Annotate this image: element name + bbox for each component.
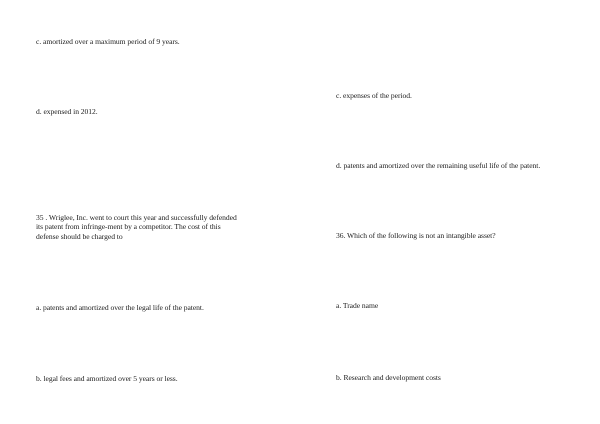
question-35-line-3: defense should be charged to xyxy=(36,231,123,241)
question-36-option-a: a. Trade name xyxy=(336,301,379,310)
right-option-d: d. patents and amortized over the remaining useful life of the patent. xyxy=(336,161,541,170)
question-35-line-1: 35 . Wriglee, Inc. went to court this year and successfully defended xyxy=(36,213,237,222)
left-option-c: c. amortized over a maximum period of 9 years. xyxy=(36,37,180,46)
question-35 xyxy=(36,213,237,241)
question-36-option-b: b. Research and development costs xyxy=(336,373,441,382)
question-35-line-2: its patent from infringe-ment by a competitor. The cost of this xyxy=(36,222,221,232)
right-option-c: c. expenses of the period. xyxy=(336,91,412,100)
left-option-d: d. expensed in 2012. xyxy=(36,107,98,116)
question-35-option-a: a. patents and amortized over the legal life of the patent. xyxy=(36,303,204,312)
question-36: 36. Which of the following is not an intangible asset? xyxy=(336,231,496,240)
question-35-option-b: b. legal fees and amortized over 5 years or less. xyxy=(36,374,178,383)
